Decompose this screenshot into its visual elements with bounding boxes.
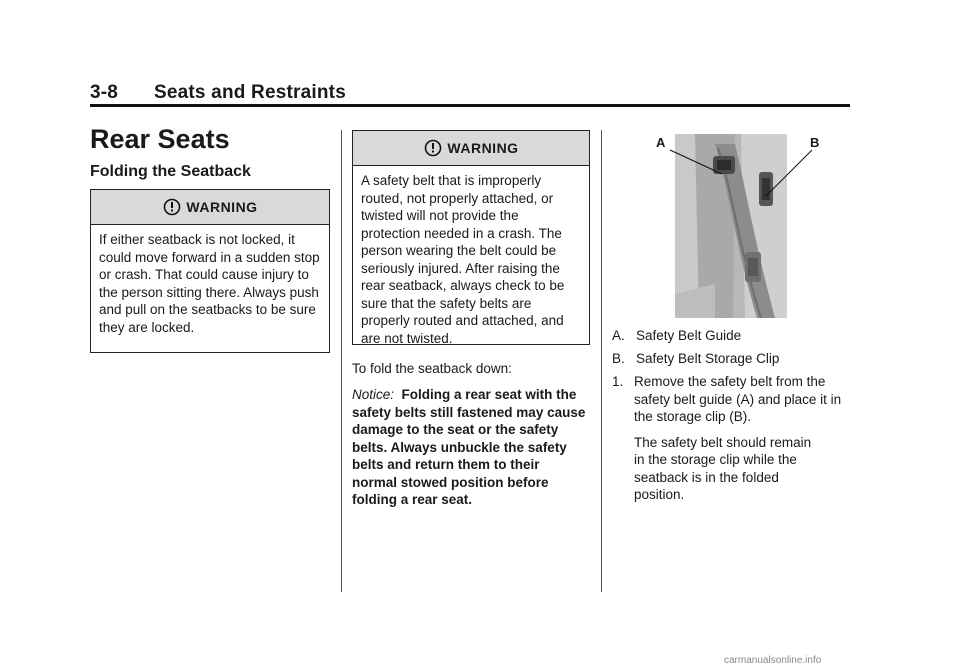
step-1	[612, 373, 852, 504]
page-title: Rear Seats	[90, 124, 230, 154]
column-divider-1	[341, 130, 342, 592]
legend-text: Safety Belt Guide	[636, 328, 742, 343]
warning-label: WARNING	[447, 140, 519, 156]
header-rule	[90, 104, 850, 107]
warning-label: WARNING	[186, 199, 258, 215]
callout-b: B	[810, 135, 820, 150]
legend-item-b	[612, 350, 779, 368]
step-text: Remove the safety belt from the safety belt guide (A) and place it in the storage clip (B).	[634, 374, 842, 424]
legend-item-a	[612, 327, 741, 345]
notice-text: Folding a rear seat with the safety belts still fastened may cause damage to the seat or the safety belts. Always unbuckle the safety belts and return them to their normal stowed position before folding a rear seat.	[352, 387, 586, 507]
warning-body: If either seatback is not locked, it could move forward in a sudden stop or crash. That could cause injury to the person sitting there. Always push and pull on the seatbacks to be sure they are locked.	[99, 232, 320, 335]
page-header	[90, 82, 850, 104]
step-subtext: The safety belt should remain in the storage clip while the seatback is in the folded position.	[634, 434, 812, 502]
notice-paragraph	[352, 386, 588, 509]
section-number: 3-8	[90, 82, 119, 103]
notice-label: Notice:	[352, 387, 395, 402]
warning-header	[353, 131, 589, 166]
legend-key: B.	[612, 351, 625, 366]
warning-box-seatback	[90, 189, 330, 353]
warning-box-safety-belt	[352, 130, 590, 345]
callout-leader-lines	[660, 140, 820, 210]
column-divider-2	[601, 130, 602, 592]
warning-icon	[162, 198, 182, 216]
section-title: Seats and Restraints	[154, 82, 346, 103]
section-subtitle: Folding the Seatback	[90, 163, 251, 180]
warning-body: A safety belt that is improperly routed, not properly attached, or twisted will not provide the protection needed in a crash. The person wearing the belt could be seriously injured. After raising the rear seatback, always check to be sure that the safety belts are properly routed and attached, and are not twisted.	[361, 173, 565, 346]
intro-text: To fold the seatback down:	[352, 361, 512, 376]
step-number: 1.	[612, 374, 624, 389]
warning-header	[91, 190, 329, 225]
watermark: carmanualsonline.info	[724, 655, 822, 666]
callout-a: A	[656, 135, 666, 150]
warning-icon	[423, 139, 443, 157]
legend-key: A.	[612, 328, 625, 343]
legend-text: Safety Belt Storage Clip	[636, 351, 780, 366]
